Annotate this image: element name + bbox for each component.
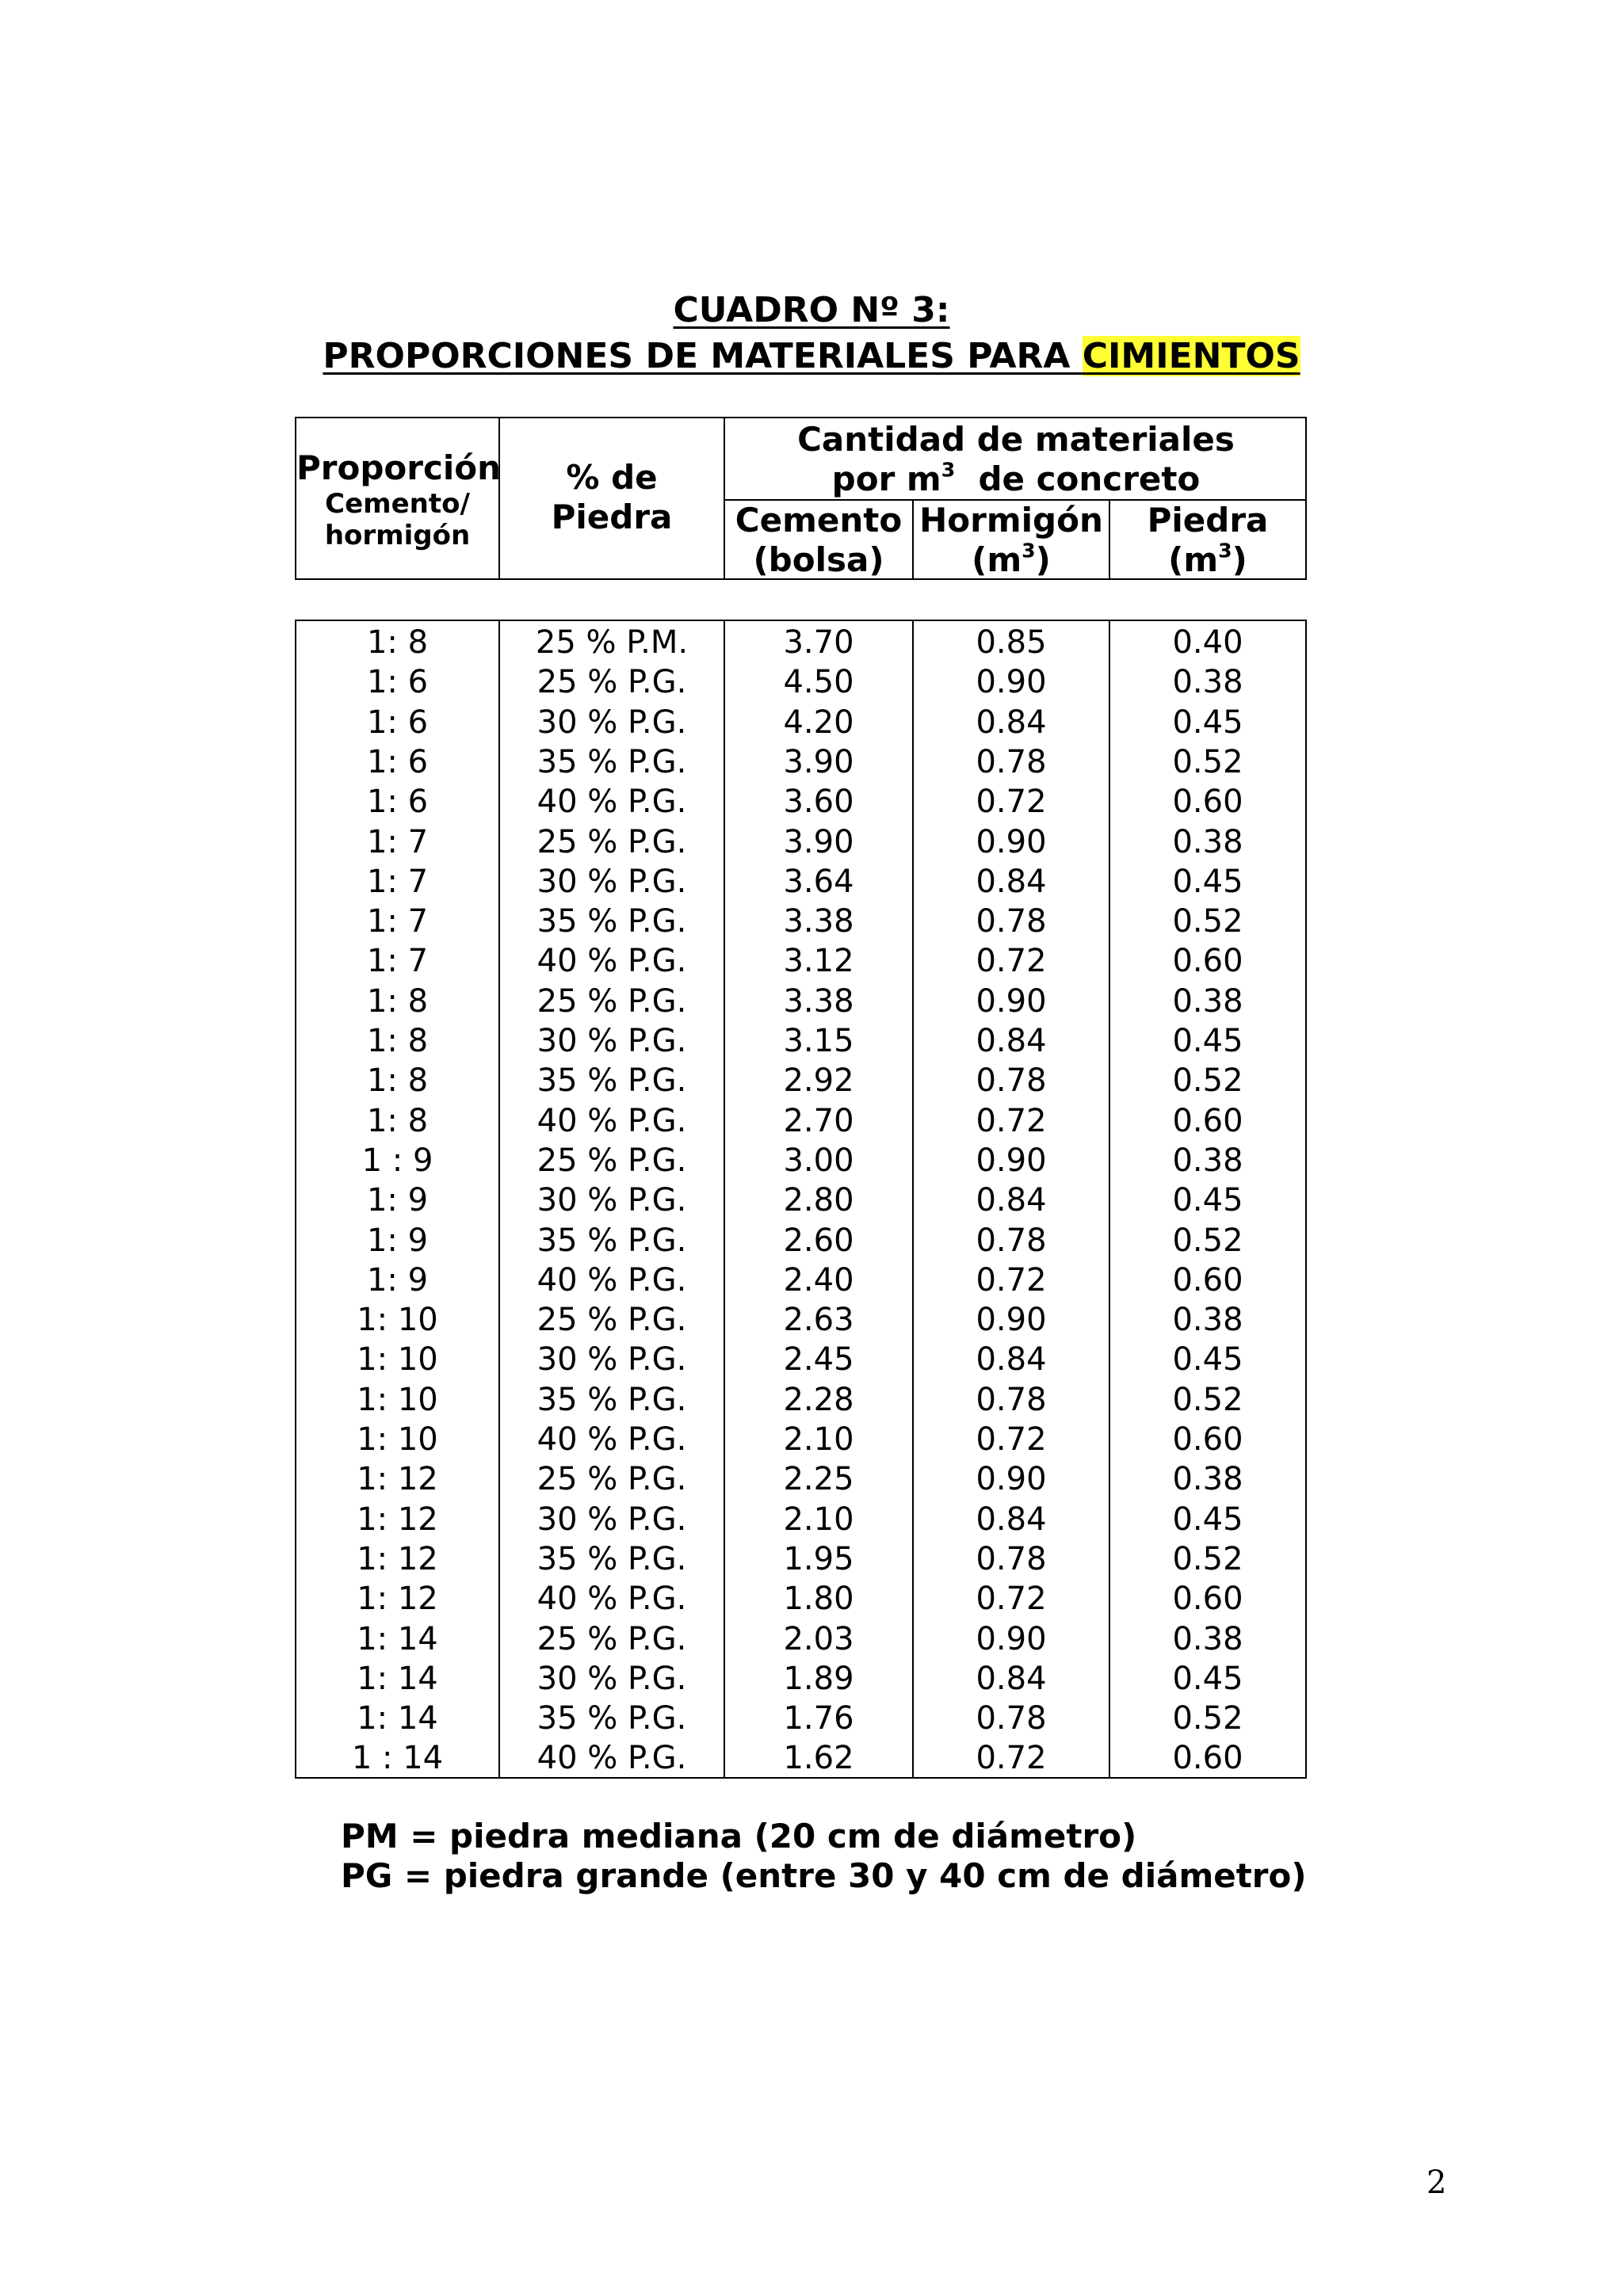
proporcion-cell: 1: 6 <box>366 664 429 701</box>
cemento-cell: 3.90 <box>783 823 854 860</box>
table-row <box>296 1579 1305 1619</box>
piedra-cell: 0.52 <box>1172 1062 1243 1100</box>
page-number: 2 <box>1426 2164 1447 2201</box>
piedra-cell: 0.38 <box>1172 1461 1243 1498</box>
piedra-pct-cell: 25 % P.G. <box>537 1461 687 1498</box>
table-row <box>296 1738 1305 1778</box>
table-row <box>296 1261 1305 1300</box>
piedra-cell: 0.45 <box>1172 704 1243 741</box>
piedra-cell: 0.60 <box>1172 943 1243 980</box>
header-hormigon-unit: $(m^3)$ <box>972 539 1051 579</box>
proporcion-cell: 1: 7 <box>366 823 429 860</box>
proporcion-cell: 1: 12 <box>357 1581 438 1618</box>
proporcion-cell: 1: 8 <box>366 1102 429 1139</box>
table-row <box>296 623 1305 662</box>
proporcion-cell: 1: 9 <box>366 1261 429 1299</box>
piedra-cell: 0.38 <box>1172 1620 1243 1657</box>
hormigon-cell: 0.72 <box>976 1261 1047 1299</box>
header-proporcion-sub2: hormigón <box>324 520 471 551</box>
cemento-cell: 2.63 <box>783 1302 854 1339</box>
piedra-cell: 0.60 <box>1172 1102 1243 1139</box>
piedra-cell: 0.38 <box>1172 1142 1243 1179</box>
piedra-cell: 0.45 <box>1172 1341 1243 1379</box>
piedra-cell: 0.60 <box>1172 1421 1243 1458</box>
cemento-cell: 1.89 <box>783 1660 854 1697</box>
proporcion-cell: 1: 10 <box>357 1302 438 1339</box>
hormigon-cell: 0.78 <box>976 903 1047 940</box>
piedra-pct-cell: 35 % P.G. <box>537 1540 687 1577</box>
header-proporcion-sub1: Cemento/ <box>325 488 470 520</box>
proporcion-cell: 1: 8 <box>366 1023 429 1059</box>
proporcion-cell: 1: 6 <box>366 743 429 780</box>
cemento-cell: 2.10 <box>783 1421 854 1458</box>
hormigon-cell: 0.84 <box>976 1341 1047 1379</box>
piedra-cell: 0.52 <box>1172 1222 1243 1259</box>
header-group-line2: por $m^3$ de concreto <box>831 458 1201 498</box>
cemento-cell: 4.50 <box>783 664 854 701</box>
header-piedra-unit: $(m^3)$ <box>1168 539 1247 579</box>
header-hormigon: Hormigón <box>919 501 1103 540</box>
piedra-cell: 0.60 <box>1172 1581 1243 1618</box>
table-row <box>296 1300 1305 1340</box>
cemento-cell: 3.90 <box>783 743 854 780</box>
hormigon-cell: 0.84 <box>976 863 1047 900</box>
table-row <box>296 1659 1305 1699</box>
piedra-pct-cell: 40 % P.G. <box>537 1261 687 1299</box>
cemento-cell: 2.45 <box>783 1341 854 1379</box>
piedra-pct-cell: 25 % P.G. <box>537 823 687 860</box>
piedra-pct-cell: 35 % P.G. <box>537 1700 687 1737</box>
piedra-cell: 0.52 <box>1172 743 1243 780</box>
cemento-cell: 3.64 <box>783 863 854 900</box>
proporcion-cell: 1: 6 <box>366 784 429 821</box>
proporcion-cell: 1: 10 <box>357 1381 438 1418</box>
piedra-pct-cell: 25 % P.M. <box>535 624 689 661</box>
piedra-pct-cell: 25 % P.G. <box>537 1142 687 1179</box>
title-cuadro-label: CUADRO Nº 3: <box>673 290 950 330</box>
document-title-line-1 <box>0 288 1623 333</box>
table-row <box>296 1420 1305 1459</box>
proporcion-cell: 1: 12 <box>357 1461 438 1498</box>
cemento-cell: 1.62 <box>783 1740 854 1777</box>
hormigon-cell: 0.78 <box>976 1062 1047 1100</box>
cemento-cell: 2.60 <box>783 1222 854 1259</box>
table-row <box>296 1699 1305 1738</box>
hormigon-cell: 0.90 <box>976 1620 1047 1657</box>
header-piedra-pct-line1: % de <box>566 458 658 497</box>
piedra-cell: 0.52 <box>1172 1700 1243 1737</box>
piedra-pct-cell: 30 % P.G. <box>537 1341 687 1379</box>
piedra-cell: 0.45 <box>1172 1182 1243 1219</box>
cemento-cell: 3.70 <box>783 624 854 661</box>
hormigon-cell: 0.78 <box>976 1222 1047 1259</box>
legend-pm: PM = piedra mediana (20 cm de diámetro) <box>341 1817 1137 1855</box>
piedra-pct-cell: 35 % P.G. <box>537 743 687 780</box>
table-row <box>296 1500 1305 1539</box>
hormigon-cell: 0.90 <box>976 1461 1047 1498</box>
piedra-cell: 0.38 <box>1172 1302 1243 1339</box>
cemento-cell: 2.28 <box>783 1381 854 1418</box>
piedra-pct-cell: 30 % P.G. <box>537 704 687 741</box>
proporcion-cell: 1: 10 <box>357 1421 438 1458</box>
table-row <box>296 1061 1305 1100</box>
hormigon-cell: 0.72 <box>976 1421 1047 1458</box>
table-row <box>296 742 1305 782</box>
hormigon-cell: 0.78 <box>976 1381 1047 1418</box>
table-row <box>296 1340 1305 1379</box>
hormigon-cell: 0.90 <box>976 823 1047 860</box>
table-row <box>296 1180 1305 1220</box>
hormigon-cell: 0.84 <box>976 704 1047 741</box>
table-row <box>296 1141 1305 1180</box>
cemento-cell: 2.80 <box>783 1182 854 1219</box>
piedra-cell: 0.60 <box>1172 1261 1243 1299</box>
proporcion-cell: 1: 14 <box>357 1660 438 1697</box>
title-main-text: PROPORCIONES DE MATERIALES PARA <box>323 336 1083 376</box>
cemento-cell: 3.38 <box>783 903 854 940</box>
piedra-cell: 0.60 <box>1172 784 1243 821</box>
piedra-pct-cell: 40 % P.G. <box>537 1421 687 1458</box>
header-piedra-pct-line2: Piedra <box>551 498 673 536</box>
piedra-cell: 0.40 <box>1172 624 1243 661</box>
hormigon-cell: 0.90 <box>976 982 1047 1020</box>
cemento-cell: 3.15 <box>783 1023 854 1059</box>
hormigon-cell: 0.85 <box>976 624 1047 661</box>
hormigon-cell: 0.90 <box>976 1302 1047 1339</box>
piedra-cell: 0.60 <box>1172 1740 1243 1777</box>
cemento-cell: 3.38 <box>783 982 854 1020</box>
cemento-cell: 2.03 <box>783 1620 854 1657</box>
header-group-line1: Cantidad de materiales <box>797 420 1235 459</box>
cemento-cell: 1.95 <box>783 1540 854 1577</box>
cemento-cell: 3.00 <box>783 1142 854 1179</box>
proporcion-cell: 1: 14 <box>357 1620 438 1657</box>
proporcion-cell: 1: 9 <box>366 1222 429 1259</box>
table-row <box>296 1221 1305 1261</box>
hormigon-cell: 0.84 <box>976 1660 1047 1697</box>
piedra-pct-cell: 35 % P.G. <box>537 1062 687 1100</box>
hormigon-cell: 0.72 <box>976 943 1047 980</box>
piedra-pct-cell: 40 % P.G. <box>537 1102 687 1139</box>
piedra-pct-cell: 30 % P.G. <box>537 1023 687 1059</box>
proporcion-cell: 1: 7 <box>366 863 429 900</box>
table-row <box>296 1380 1305 1420</box>
piedra-cell: 0.45 <box>1172 1023 1243 1059</box>
proporcion-cell: 1: 9 <box>366 1182 429 1219</box>
table-row <box>296 782 1305 822</box>
proporcion-cell: 1: 6 <box>366 704 429 741</box>
table-row <box>296 902 1305 941</box>
proporcion-cell: 1: 8 <box>366 982 429 1020</box>
table-row <box>296 1021 1305 1061</box>
piedra-pct-cell: 25 % P.G. <box>537 664 687 701</box>
table-row <box>296 941 1305 981</box>
proporcion-cell: 1: 7 <box>366 903 429 940</box>
hormigon-cell: 0.78 <box>976 1540 1047 1577</box>
hormigon-cell: 0.90 <box>976 664 1047 701</box>
piedra-pct-cell: 25 % P.G. <box>537 982 687 1020</box>
piedra-pct-cell: 40 % P.G. <box>537 943 687 980</box>
hormigon-cell: 0.84 <box>976 1023 1047 1059</box>
cemento-cell: 2.25 <box>783 1461 854 1498</box>
proporcion-cell: 1 : 14 <box>351 1740 444 1777</box>
proporcion-cell: 1: 10 <box>357 1341 438 1379</box>
piedra-pct-cell: 40 % P.G. <box>537 1581 687 1618</box>
table-row <box>296 662 1305 702</box>
piedra-cell: 0.38 <box>1172 664 1243 701</box>
header-cemento: Cemento <box>735 501 903 540</box>
cemento-cell: 2.70 <box>783 1102 854 1139</box>
piedra-cell: 0.38 <box>1172 823 1243 860</box>
piedra-cell: 0.52 <box>1172 903 1243 940</box>
table-row <box>296 822 1305 862</box>
hormigon-cell: 0.84 <box>976 1501 1047 1538</box>
piedra-pct-cell: 30 % P.G. <box>537 1501 687 1538</box>
table-row <box>296 982 1305 1021</box>
proporcion-cell: 1: 8 <box>366 1062 429 1100</box>
piedra-pct-cell: 40 % P.G. <box>537 1740 687 1777</box>
piedra-cell: 0.52 <box>1172 1540 1243 1577</box>
cemento-cell: 2.10 <box>783 1501 854 1538</box>
piedra-pct-cell: 30 % P.G. <box>537 1182 687 1219</box>
table-row <box>296 1539 1305 1579</box>
table-row <box>296 862 1305 902</box>
proporcion-cell: 1: 8 <box>366 624 429 661</box>
cemento-cell: 3.60 <box>783 784 854 821</box>
proporcion-cell: 1: 7 <box>366 943 429 980</box>
piedra-pct-cell: 40 % P.G. <box>537 784 687 821</box>
table-body <box>295 620 1307 1779</box>
proporcion-cell: 1 : 9 <box>361 1142 433 1179</box>
piedra-pct-cell: 25 % P.G. <box>537 1620 687 1657</box>
piedra-pct-cell: 35 % P.G. <box>537 903 687 940</box>
proporcion-cell: 1: 12 <box>357 1540 438 1577</box>
proporcion-cell: 1: 12 <box>357 1501 438 1538</box>
piedra-cell: 0.52 <box>1172 1381 1243 1418</box>
hormigon-cell: 0.90 <box>976 1142 1047 1179</box>
table-row <box>296 1101 1305 1141</box>
hormigon-cell: 0.78 <box>976 1700 1047 1737</box>
legend-pg: PG = piedra grande (entre 30 y 40 cm de diámetro) <box>341 1856 1307 1895</box>
table-row <box>296 703 1305 742</box>
header-proporcion: Proporción <box>296 448 502 487</box>
piedra-cell: 0.38 <box>1172 982 1243 1020</box>
piedra-pct-cell: 30 % P.G. <box>537 1660 687 1697</box>
piedra-pct-cell: 25 % P.G. <box>537 1302 687 1339</box>
cemento-cell: 4.20 <box>783 704 854 741</box>
piedra-cell: 0.45 <box>1172 1501 1243 1538</box>
header-piedra: Piedra <box>1147 501 1269 540</box>
table-row <box>296 1459 1305 1499</box>
hormigon-cell: 0.72 <box>976 1740 1047 1777</box>
table-header <box>295 417 1307 580</box>
hormigon-cell: 0.84 <box>976 1182 1047 1219</box>
hormigon-cell: 0.72 <box>976 1581 1047 1618</box>
header-cemento-unit: (bolsa) <box>753 540 884 579</box>
hormigon-cell: 0.72 <box>976 1102 1047 1139</box>
hormigon-cell: 0.78 <box>976 743 1047 780</box>
cemento-cell: 1.76 <box>783 1700 854 1737</box>
cemento-cell: 3.12 <box>783 943 854 980</box>
piedra-pct-cell: 35 % P.G. <box>537 1381 687 1418</box>
document-title-line-2 <box>0 334 1623 379</box>
table-row <box>296 1619 1305 1659</box>
piedra-cell: 0.45 <box>1172 863 1243 900</box>
cemento-cell: 2.40 <box>783 1261 854 1299</box>
cemento-cell: 2.92 <box>783 1062 854 1100</box>
piedra-pct-cell: 35 % P.G. <box>537 1222 687 1259</box>
piedra-pct-cell: 30 % P.G. <box>537 863 687 900</box>
proporcion-cell: 1: 14 <box>357 1700 438 1737</box>
title-highlighted-word: CIMIENTOS <box>1082 336 1300 376</box>
piedra-cell: 0.45 <box>1172 1660 1243 1697</box>
hormigon-cell: 0.72 <box>976 784 1047 821</box>
cemento-cell: 1.80 <box>783 1581 854 1618</box>
